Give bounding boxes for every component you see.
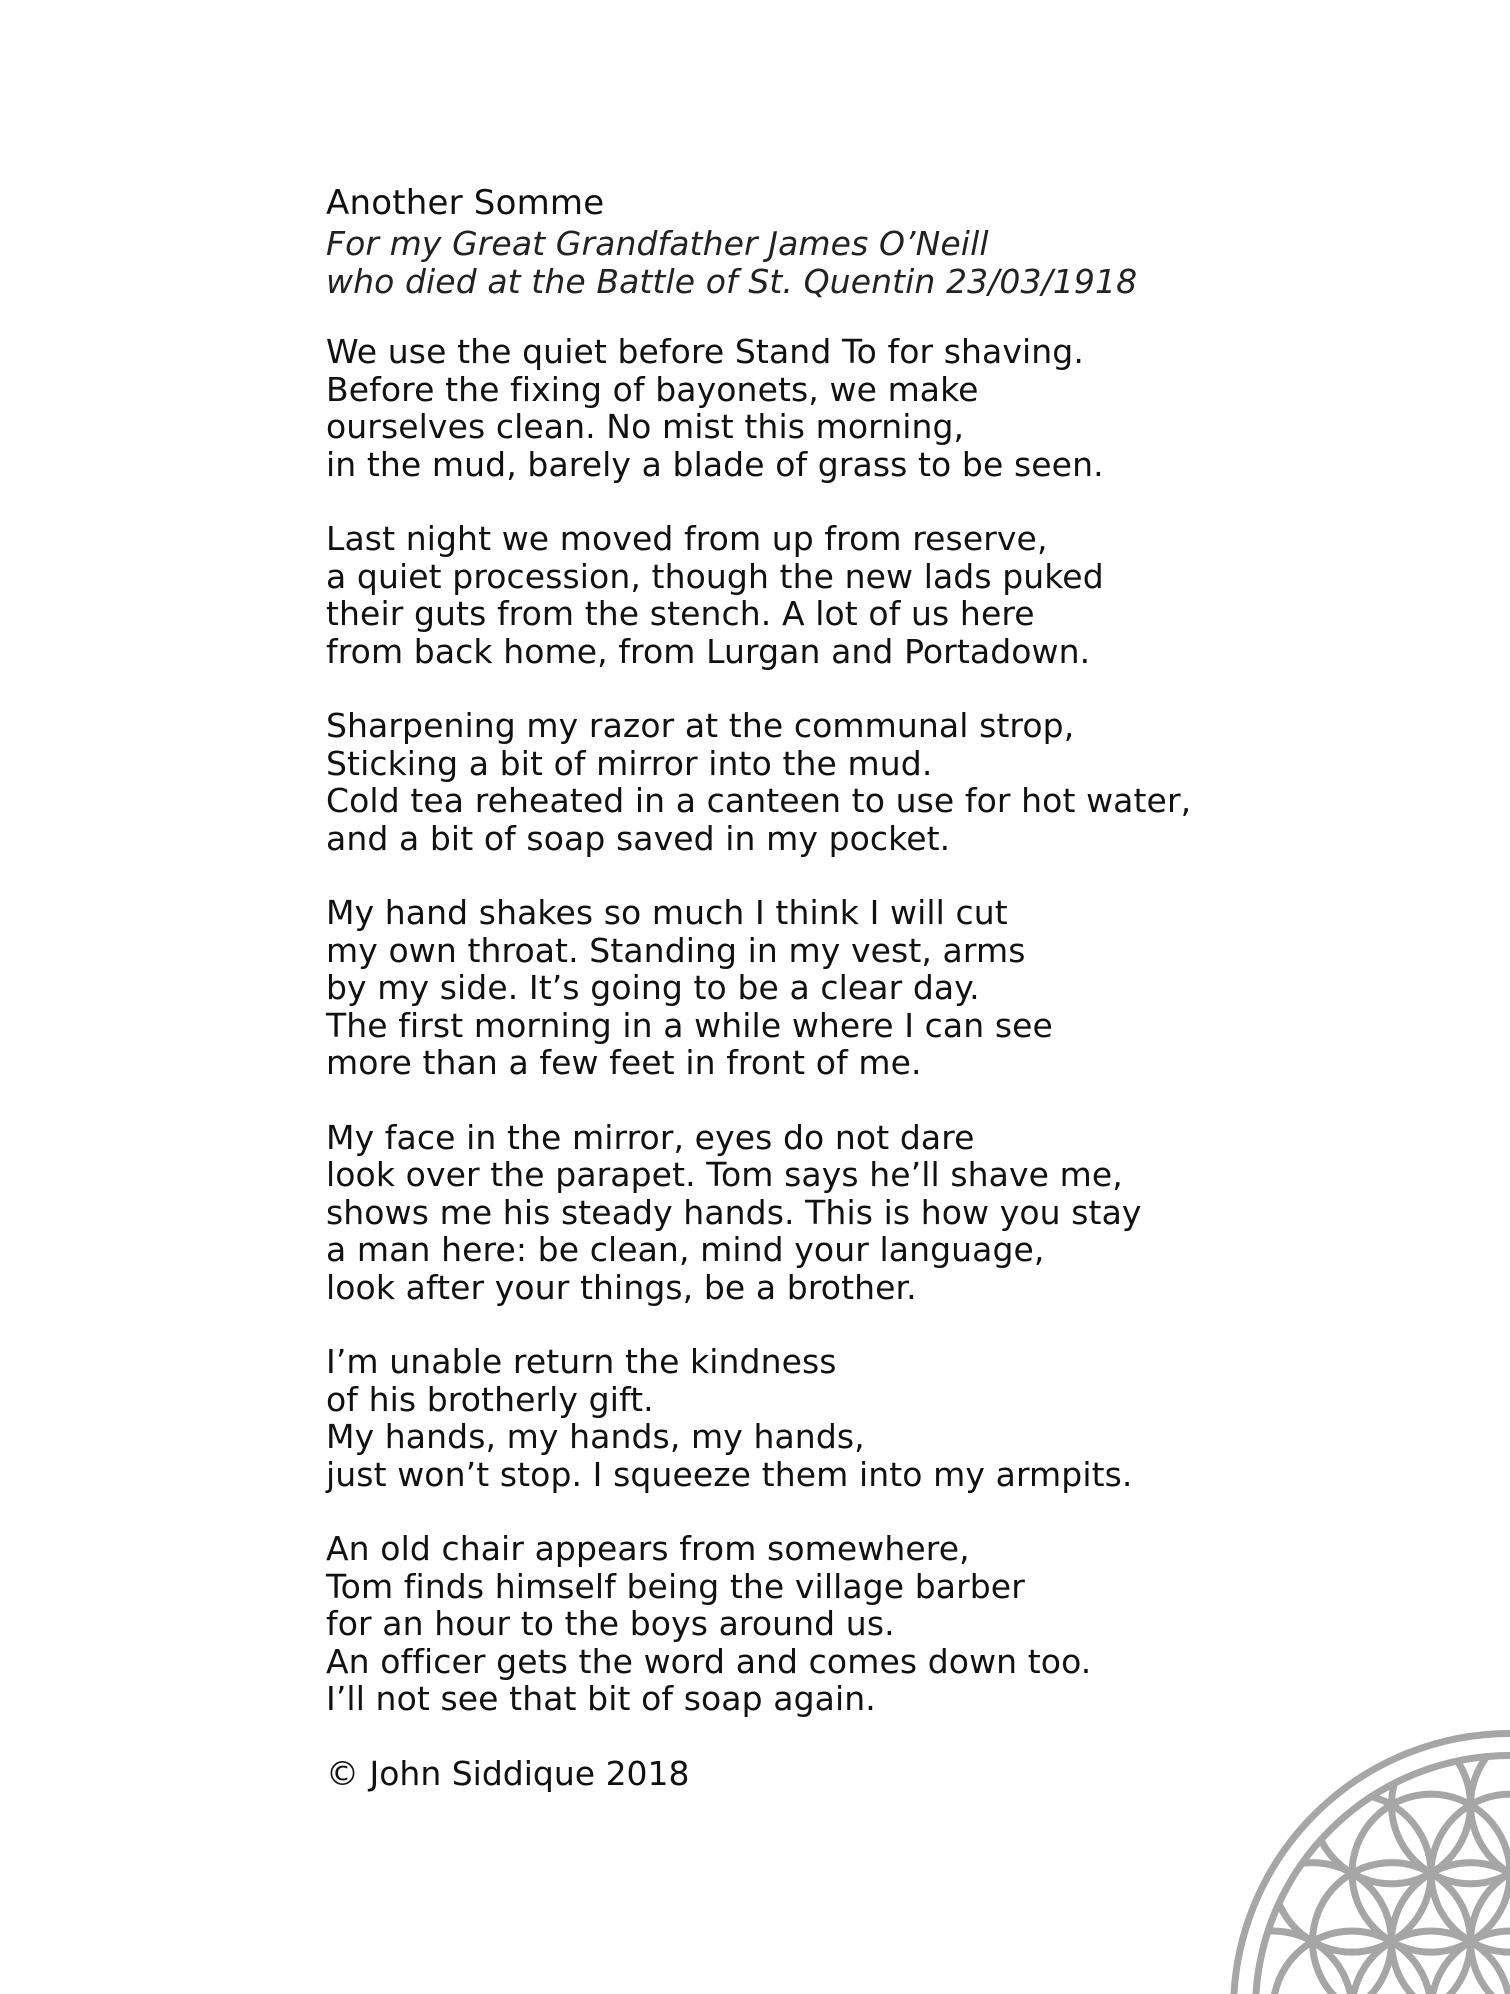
poem-line: a man here: be clean, mind your language, [326, 1230, 1045, 1269]
poem-line: Before the fixing of bayonets, we make [326, 369, 979, 409]
flower-of-life-icon [1105, 1535, 1510, 1994]
stanza-7 [326, 1530, 1226, 1718]
poem-line: for an hour to the boys around us. [326, 1604, 895, 1643]
poem [326, 181, 1226, 1792]
dedication-line: who died at the Battle of St. Quentin 23/03/1918 [326, 261, 1138, 301]
poem-line: An old chair appears from somewhere, [326, 1529, 970, 1568]
poem-line: Cold tea reheated in a canteen to use for hot water, [326, 781, 1192, 820]
poem-line: I’m unable return the kindness [326, 1342, 837, 1381]
poem-title: Another Somme [326, 183, 605, 223]
stanza-3 [326, 707, 1226, 857]
poem-line: just won’t stop. I squeeze them into my armpits. [326, 1454, 1133, 1494]
stanza-6 [326, 1343, 1226, 1493]
poem-line: Sharpening my razor at the communal strop, [326, 706, 1075, 745]
poem-line: from back home, from Lurgan and Portadown. [326, 631, 1091, 671]
poem-line: of his brotherly gift. [326, 1379, 654, 1419]
stanza-5 [326, 1119, 1226, 1307]
dedication [326, 225, 1226, 300]
poem-line: We use the quiet before Stand To for shaving. [326, 332, 1084, 371]
poem-line: in the mud, barely a blade of grass to be seen. [326, 444, 1104, 484]
poem-line: My hand shakes so much I think I will cut [326, 893, 1008, 932]
poem-line: look over the parapet. Tom says he’ll shave me, [326, 1155, 1123, 1194]
stanza-1 [326, 333, 1226, 483]
poem-line: their guts from the stench. A lot of us here [326, 594, 1035, 633]
poem-line: shows me his steady hands. This is how you stay [326, 1192, 1142, 1232]
poem-line: Tom finds himself being the village barber [326, 1566, 1025, 1606]
stanza-2 [326, 520, 1226, 670]
poem-line: The first morning in a while where I can see [326, 1005, 1053, 1045]
poem-line: by my side. It’s going to be a clear day. [326, 968, 980, 1007]
poem-line: my own throat. Standing in my vest, arms [326, 930, 1026, 970]
poem-line: My face in the mirror, eyes do not dare [326, 1117, 975, 1157]
poem-line: Last night we moved from up from reserve, [326, 519, 1048, 558]
stanza-4 [326, 894, 1226, 1082]
poem-line: Sticking a bit of mirror into the mud. [326, 743, 933, 783]
poem-line: and a bit of soap saved in my pocket. [326, 818, 951, 858]
poem-line: My hands, my hands, my hands, [326, 1417, 865, 1456]
poem-line: more than a few feet in front of me. [326, 1043, 922, 1082]
poem-line: I’ll not see that bit of soap again. [326, 1679, 876, 1718]
poem-line: a quiet procession, though the new lads puked [326, 556, 1104, 596]
poem-line: look after your things, be a brother. [326, 1267, 917, 1307]
poem-line: An officer gets the word and comes down too. [326, 1641, 1092, 1681]
dedication-line: For my Great Grandfather James O’Neill [326, 224, 989, 263]
copyright-notice: © John Siddique 2018 [326, 1753, 690, 1793]
poem-line: ourselves clean. No mist this morning, [326, 407, 965, 446]
